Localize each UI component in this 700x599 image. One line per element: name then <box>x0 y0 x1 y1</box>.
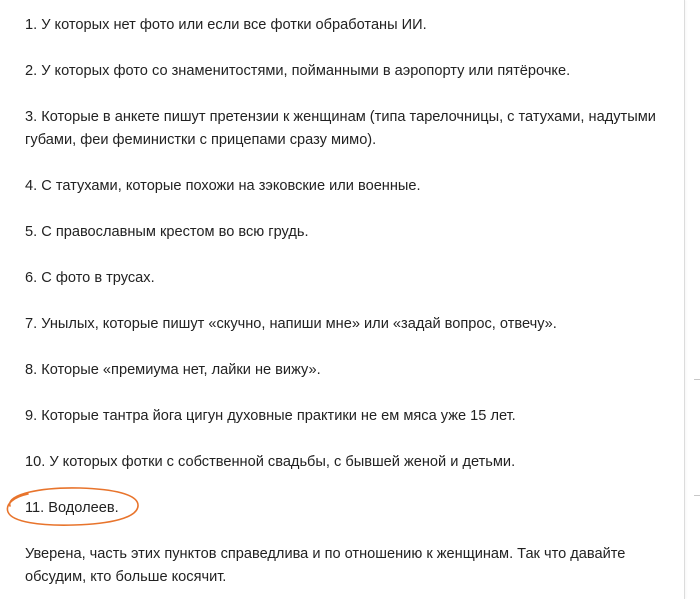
list-item: 9. Которые тантра йога цигун духовные практики не ем мяса уже 15 лет. <box>25 408 516 424</box>
list-item: 6. С фото в трусах. <box>25 270 155 286</box>
post-conclusion: Уверена, часть этих пунктов справедлива и по отношению к женщинам. Так что давайте обсудим, кто больше косячит. <box>25 546 626 585</box>
list-item: 2. У которых фото со знаменитостями, пойманными в аэропорту или пятёрочке. <box>25 63 571 79</box>
list-item: 8. Которые «премиума нет, лайки не вижу». <box>25 362 321 378</box>
list-item: 4. С татухами, которые похожи на зэковские или военные. <box>25 178 421 194</box>
list-item: 5. С православным крестом во всю грудь. <box>25 224 309 240</box>
list-item-highlighted: 11. Водолеев. <box>25 500 119 516</box>
list-item: 1. У которых нет фото или если все фотки обработаны ИИ. <box>25 17 427 33</box>
hand-drawn-circle-annotation <box>2 484 142 530</box>
scroll-edge-tick <box>694 495 700 496</box>
list-item: 3. Которые в анкете пишут претензии к женщинам (типа тарелочницы, с татухами, надутыми губами, феи феминистки с прицепами сразу мимо). <box>25 109 656 148</box>
list-item: 7. Унылых, которые пишут «скучно, напиши мне» или «задай вопрос, отвечу». <box>25 316 557 332</box>
list-item: 10. У которых фотки с собственной свадьбы, с бывшей женой и детьми. <box>25 454 516 470</box>
scroll-edge-tick <box>694 379 700 380</box>
